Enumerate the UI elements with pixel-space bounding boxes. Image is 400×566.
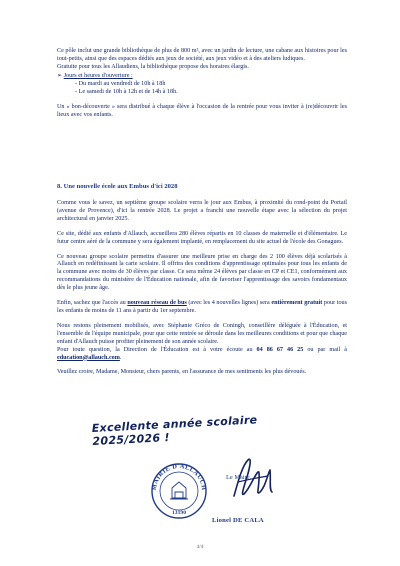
paragraph-project: Comme vous le savez, un septième groupe scolaire verra le jour aux Embus, à proximité du rond-point du Portail (avenue de Provence), d'ici la rentrée 2028. Le projet a franchi une nouvelle étape avec la sélection du projet architectural en janvier 2025. — [57, 200, 347, 222]
paragraph-capacity: Ce nouveau groupe scolaire permettra d'assurer une meilleure prise en charge des 2 100 élèves déjà scolarisés à Allauch en redéfinissant la carte scolaire. Il offrira des conditions d'apprentissage optimales pour tous les enfants de la commune avec moins de 30 élèves par classe. Ce sera même 24 élèves par classe en CP et CE1, conformément aux recommandations du ministère de l'Éducation nationale, afin de favoriser l'apprentissage des savoirs fondamentaux dès le plus jeune âge. — [57, 253, 347, 292]
library-free-line: Gratuite pour tous les Allaudiens, la bibliothèque propose des horaires élargis. — [57, 63, 249, 70]
seal-postcode: 13190 — [172, 510, 186, 516]
page-number: 4/4 — [196, 544, 204, 550]
section-heading: 8. Une nouvelle école aux Embus d'ici 2028 — [57, 183, 178, 190]
hours-saturday: - Le samedi de 10h à 12h et de 14h à 18h. — [75, 89, 347, 97]
closing-formula: Veuillez croire, Madame, Monsieur, chers parents, en l'assurance de mes sentiments les plus dévoués. — [57, 369, 307, 376]
hours-list — [57, 73, 347, 97]
signer-role: Le Maire, — [226, 474, 252, 481]
signer-name: Lionel DE CALA — [212, 517, 264, 524]
seal-top-text: MAIRIE D'ALLAUCH — [150, 462, 208, 491]
paragraph-bus: Enfin, sachez que l'accès au nouveau réseau de bus (avec les 4 nouvelles lignes) sera entièrement gratuit pour tous les enfants de moins de 11 ans à partir du 1er septembre. — [57, 300, 348, 314]
email-link[interactable]: education@allauch.com — [57, 354, 120, 361]
handwritten-wishes: Excellente année scolaire 2025/2026 ! — [91, 413, 258, 449]
hours-weekday: - Du mardi au vendredi de 10h à 18h — [75, 81, 347, 89]
paragraph-mobilisation: Nous restons pleinement mobilisés, avec Stéphanie Gréco de Coningh, conseillère déléguée à l'Éducation, et l'ensemble de l'équipe municipale, pour que cette rentrée se déroule dans les meilleures conditions et pour que chaque enfant d'Allauch puisse profiter pleinement de son année scolaire. — [57, 322, 347, 345]
hours-label: Jours et heures d'ouverture : — [63, 72, 133, 79]
hours-label-item — [57, 73, 347, 81]
bus-network: nouveau réseau de bus — [127, 300, 187, 307]
paragraph-contact: Pour toute question, la Direction de l'Éducation est à votre écoute au 04 86 67 46 25 ou par mail à education@allauch.com. — [57, 346, 347, 361]
svg-text:MAIRIE D'ALLAUCH — [151, 463, 207, 491]
bus-free: entièrement gratuit — [271, 300, 323, 307]
town-hall-seal — [150, 462, 208, 520]
library-section — [57, 48, 347, 120]
section8-body — [57, 200, 347, 377]
library-paragraph: Ce pôle inclut une grande bibliothèque de plus de 800 m², avec un jardin de lecture, une cabane aux histoires pour les tout-petits, ainsi que des espaces dédiés aux jeux de société, aux jeux vidéo et à des ateliers ludiques. — [57, 48, 347, 62]
coupon-paragraph: Un « bon-découverte » sera distribué à chaque élève à l'occasion de la rentrée pour vous inviter à (re)découvrir les lieux avec vos enfants. — [57, 104, 347, 119]
phone-number[interactable]: 04 86 67 46 25 — [256, 346, 304, 353]
paragraph-site: Ce site, dédié aux enfants d'Allauch, accueillera 280 élèves répartis en 10 classes de maternelle et d'élémentaire. Le futur centre aéré de la commune y sera également implanté, en remplacement du site actuel de l'école des Gonagues. — [57, 230, 347, 245]
